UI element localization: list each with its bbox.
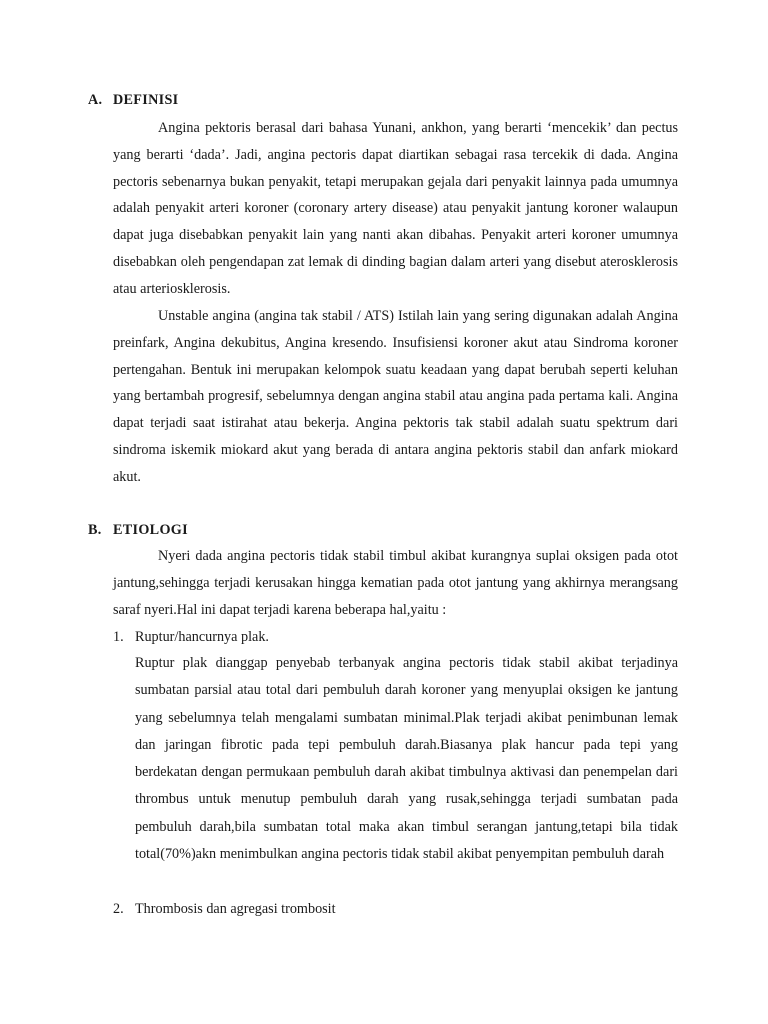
definisi-paragraph-1: Angina pektoris berasal dari bahasa Yunani, ankhon, yang berarti ‘mencekik’ dan pectus yang berarti ‘dada’. Jadi, angina pectoris dapat diartikan sebagai rasa tercekik di dada. Angina pectoris sebenarnya bukan penyakit, tetapi merupakan gejala dari penyakit lainnya pada umumnya adalah penyakit arteri koroner (coronary artery disease) atau penyakit jantung koroner walaupun dapat juga disebabkan penyakit lain yang nanti akan dibahas. Penyakit arteri koroner umumnya disebabkan oleh pengendapan zat lemak di dinding bagian dalam arteri yang disebut aterosklerosis atau arteriosklerosis. <box>113 120 678 297</box>
section-heading-etiologi <box>88 522 188 539</box>
section-title: DEFINISI <box>113 92 179 108</box>
list-item-2 <box>113 896 678 923</box>
section-title: ETIOLOGI <box>113 522 188 538</box>
section-number: A. <box>88 92 103 108</box>
list-item-title: Ruptur/hancurnya plak. <box>135 629 269 645</box>
list-item-1-body: Ruptur plak dianggap penyebab terbanyak angina pectoris tidak stabil akibat terjadinya sumbatan parsial atau total dari pembuluh darah koroner yang menyuplai oksigen ke jantung yang sebelumnya telah mengalami sumbatan minimal.Plak terjadi akibat penimbunan lemak dan jaringan fibrotic pada tepi pembuluh darah.Biasanya plak hancur pada tepi yang berdekatan dengan permukaan pembuluh darah akibat timbulnya aktivasi dan penempelan dari thrombus untuk menutup pembuluh darah yang rusak,sehingga terjadi sumbatan pada pembuluh darah,bila sumbatan total maka akan timbul serangan jantung,tetapi bila tidak total(70%)akn menimbulkan angina pectoris tidak stabil akibat penyempitan pembuluh darah <box>135 655 678 863</box>
list-item-1 <box>113 624 678 651</box>
list-item-number: 1. <box>113 629 124 645</box>
list-item-title: Thrombosis dan agregasi trombosit <box>135 901 336 917</box>
list-item-number: 2. <box>113 901 124 917</box>
section-number: B. <box>88 522 102 538</box>
definisi-paragraph-2: Unstable angina (angina tak stabil / ATS) Istilah lain yang sering digunakan adalah Angina preinfark, Angina dekubitus, Angina kresendo. Insufisiensi koroner akut atau Sindroma koroner pertengahan. Bentuk ini merupakan kelompok suatu keadaan yang dapat berubah seperti keluhan yang bertambah progresif, sebelumnya dengan angina stabil atau angina pada pertama kali. Angina dapat terjadi saat istirahat atau bekerja. Angina pektoris tak stabil adalah suatu spektrum dari sindroma iskemik miokard akut yang berada di antara angina pektoris stabil dan anfark miokard akut. <box>113 308 678 485</box>
etiologi-paragraph-1: Nyeri dada angina pectoris tidak stabil timbul akibat kurangnya suplai oksigen pada otot jantung,sehingga terjadi kerusakan hingga kematian pada otot jantung yang akhirnya merangsang saraf nyeri.Hal ini dapat terjadi karena beberapa hal,yaitu : <box>113 548 678 618</box>
section-heading-definisi <box>88 92 178 109</box>
